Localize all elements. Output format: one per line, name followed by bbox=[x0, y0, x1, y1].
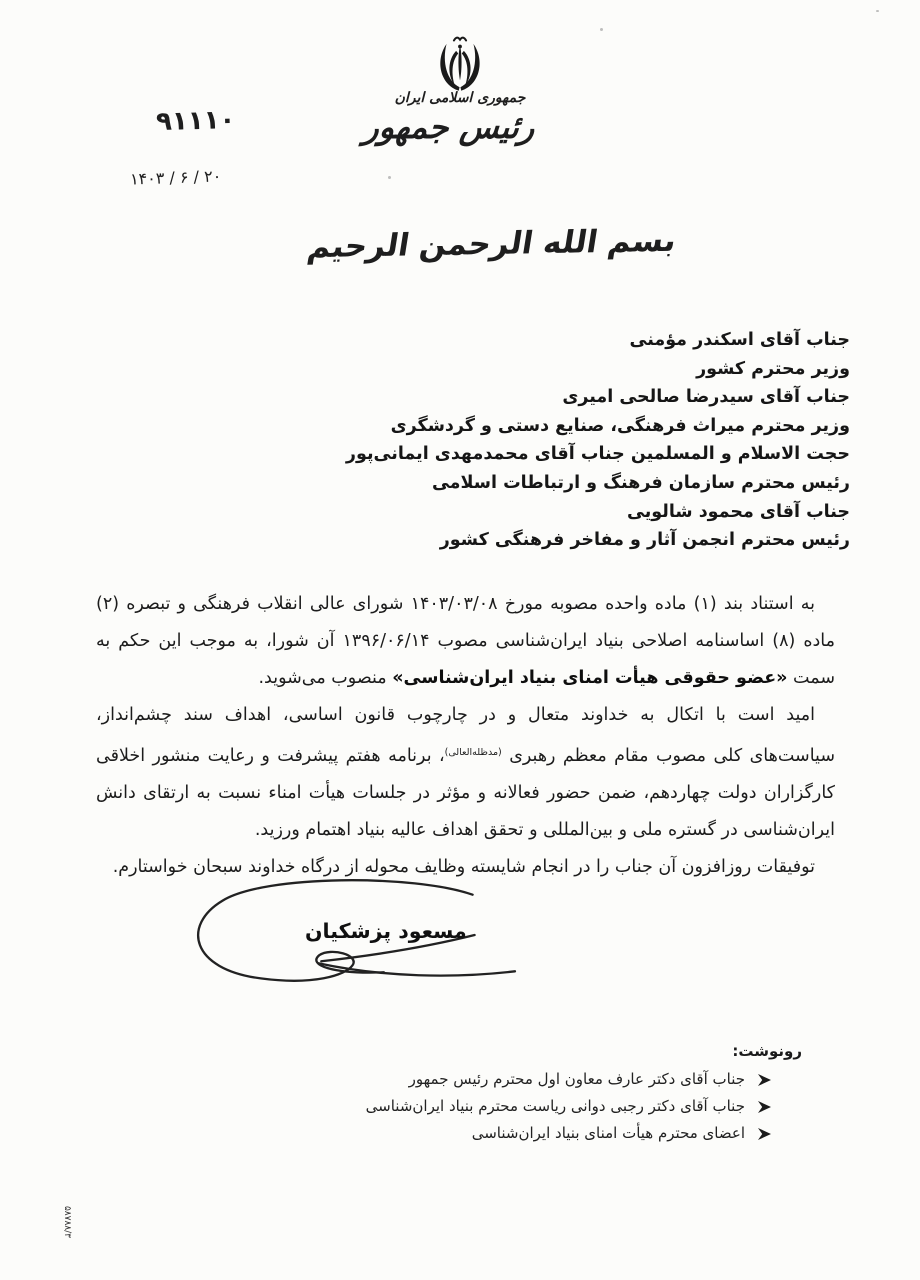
iran-emblem-icon bbox=[434, 33, 486, 93]
signatory-name: مسعود پزشکیان bbox=[305, 919, 467, 943]
bismillah-calligraphy: بسم الله الرحمن الرحیم bbox=[305, 222, 679, 266]
paragraph-expectations bbox=[96, 697, 835, 849]
letter-body bbox=[96, 586, 835, 886]
arrow-bullet-icon bbox=[757, 1127, 772, 1141]
scan-speck bbox=[388, 176, 391, 179]
recipient-line: جناب آقای سیدرضا صالحی امیری bbox=[562, 387, 850, 408]
arrow-bullet-icon bbox=[757, 1073, 772, 1087]
appointment-tail-text: منصوب می‌شوید. bbox=[258, 668, 393, 688]
expectations-tail-text: ، برنامه هفتم پیشرفت و رعایت منشور اخلاقی کارگزاران دولت چهاردهم، ضمن حضور فعالانه و مؤثر در جلسات هیأت امناء نسبت به ارتقای دانش ایران‌شناسی در گستره ملی و بین‌المللی و تحقق اهداف عالیه بنیاد اهتمام ورزید. bbox=[96, 746, 835, 840]
cc-item-text: جناب آقای دکتر رجبی دوانی ریاست محترم بنیاد ایران‌شناسی bbox=[365, 1097, 745, 1115]
letter-date: ۱۴۰۳ / ۶ / ۲۰ bbox=[129, 166, 222, 189]
letterhead-country: جمهوری اسلامی ایران bbox=[394, 90, 526, 106]
arrow-bullet-icon bbox=[757, 1100, 772, 1114]
cc-label: رونوشت: bbox=[732, 1042, 802, 1060]
recipient-line: جناب آقای محمود شالویی bbox=[627, 501, 850, 522]
scan-speck bbox=[600, 28, 603, 31]
cc-item bbox=[80, 1066, 772, 1093]
paragraph-closing: توفیقات روزافزون آن جناب را در انجام شایسته وظایف محوله از درگاه خداوند سبحان خواستارم. bbox=[112, 857, 815, 877]
paragraph-appointment bbox=[96, 586, 835, 697]
letter-reference-number: ۹۱۱۱۰ bbox=[155, 104, 236, 138]
letterhead-office-title: رئیس جمهور bbox=[362, 108, 536, 146]
recipient-line: رئیس محترم انجمن آثار و مفاخر فرهنگی کشور bbox=[439, 530, 850, 551]
appointment-lead-text: به استناد بند (۱) ماده واحده مصوبه مورخ ۱۴۰۳/۰۳/۰۸ شورای عالی انقلاب فرهنگی و تبصره (۲) ماده (۸) اساسنامه اصلاحی بنیاد ایران‌شناسی مصوب ۱۳۹۶/۰۶/۱۴ آن شورا، به موجب این حکم به سمت bbox=[96, 594, 835, 688]
signature-block bbox=[172, 874, 520, 994]
margin-code: ۵۸۷۸۸/۳ bbox=[62, 1205, 72, 1239]
recipient-line: رئیس محترم سازمان فرهنگ و ارتباطات اسلامی bbox=[431, 472, 850, 493]
recipient-line: حجت الاسلام و المسلمین جناب آقای محمدمهدی ایمانی‌پور bbox=[345, 444, 850, 465]
expectations-lead-text: امید است با اتکال به خداوند متعال و در چارچوب قانون اساسی، اهداف سند چشم‌انداز، سیاست‌های کلی مصوب مقام معظم رهبری bbox=[96, 705, 835, 766]
cc-list bbox=[80, 1066, 772, 1147]
appointment-position-title: «عضو حقوقی هیأت امنای بنیاد ایران‌شناسی» bbox=[392, 668, 788, 688]
recipient-line: جناب آقای اسکندر مؤمنی bbox=[629, 330, 850, 350]
recipients-list bbox=[70, 326, 850, 555]
cc-item-text: اعضای محترم هیأت امنای بنیاد ایران‌شناسی bbox=[471, 1124, 745, 1142]
honorific-superscript: (مدظله‌العالی) bbox=[444, 747, 502, 758]
recipient-line: وزیر محترم کشور bbox=[696, 358, 850, 379]
cc-item bbox=[80, 1093, 772, 1120]
recipient-line: وزیر محترم میراث فرهنگی، صنایع دستی و گردشگری bbox=[390, 415, 850, 436]
cc-item bbox=[80, 1120, 772, 1147]
scan-speck bbox=[876, 10, 879, 12]
cc-section bbox=[80, 1042, 802, 1147]
cc-item-text: جناب آقای دکتر عارف معاون اول محترم رئیس جمهور bbox=[408, 1070, 745, 1088]
